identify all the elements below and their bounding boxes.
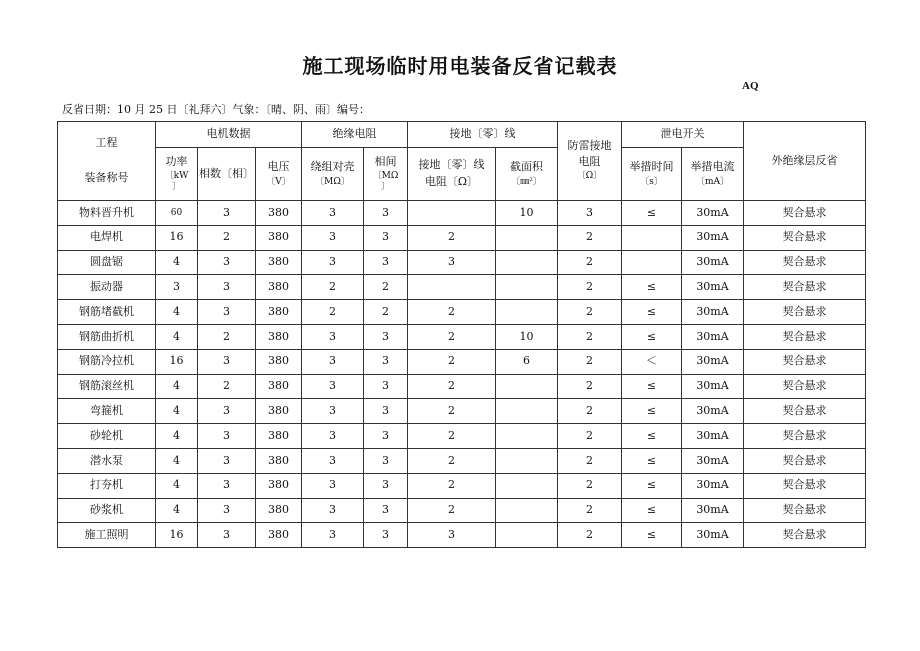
cell-name: 潜水泵 bbox=[58, 448, 156, 473]
header-motor-data: 电机数据 bbox=[156, 122, 302, 148]
cell-voltage: 380 bbox=[256, 374, 302, 399]
cell-time bbox=[622, 250, 682, 275]
cell-lightning: 2 bbox=[558, 424, 622, 449]
cell-name: 钢筋冷拉机 bbox=[58, 349, 156, 374]
header-cross-section: 截面积 〔㎜²〕 bbox=[496, 148, 558, 201]
cell-shell: 3 bbox=[302, 523, 364, 548]
header-power: 功率 〔kW 〕 bbox=[156, 148, 198, 201]
table-row bbox=[58, 399, 866, 424]
table-row bbox=[58, 275, 866, 300]
cell-outer: 契合悬求 bbox=[744, 498, 866, 523]
cell-power: 4 bbox=[156, 250, 198, 275]
cell-between: 3 bbox=[364, 448, 408, 473]
cell-current: 30mA bbox=[682, 201, 744, 226]
cell-section bbox=[496, 523, 558, 548]
cell-current: 30mA bbox=[682, 275, 744, 300]
cell-voltage: 380 bbox=[256, 523, 302, 548]
cell-lightning: 2 bbox=[558, 374, 622, 399]
cell-current: 30mA bbox=[682, 523, 744, 548]
cell-gres: 2 bbox=[408, 300, 496, 325]
cell-gres bbox=[408, 275, 496, 300]
inspection-table bbox=[57, 121, 866, 548]
cell-outer: 契合悬求 bbox=[744, 300, 866, 325]
cell-shell: 2 bbox=[302, 300, 364, 325]
cell-voltage: 380 bbox=[256, 349, 302, 374]
cell-name: 圆盘锯 bbox=[58, 250, 156, 275]
cell-shell: 3 bbox=[302, 374, 364, 399]
cell-power: 3 bbox=[156, 275, 198, 300]
cell-name: 施工照明 bbox=[58, 523, 156, 548]
page-title: 施工现场临时用电装备反省记载表 bbox=[302, 54, 618, 78]
cell-current: 30mA bbox=[682, 324, 744, 349]
cell-phase: 3 bbox=[198, 473, 256, 498]
cell-name: 钢筋堵截机 bbox=[58, 300, 156, 325]
cell-power: 16 bbox=[156, 523, 198, 548]
cell-current: 30mA bbox=[682, 448, 744, 473]
header-outer-insulation: 外绝缘层反省 bbox=[744, 122, 866, 201]
header-insulation: 绝缘电阻 bbox=[302, 122, 408, 148]
header-phase-to-phase: 相间 〔MΩ 〕 bbox=[364, 148, 408, 201]
table-row bbox=[58, 300, 866, 325]
cell-lightning: 2 bbox=[558, 349, 622, 374]
cell-shell: 3 bbox=[302, 473, 364, 498]
cell-phase: 2 bbox=[198, 374, 256, 399]
cell-power: 16 bbox=[156, 225, 198, 250]
cell-gres: 2 bbox=[408, 498, 496, 523]
cell-phase: 3 bbox=[198, 201, 256, 226]
cell-phase: 2 bbox=[198, 324, 256, 349]
cell-shell: 3 bbox=[302, 225, 364, 250]
cell-gres: 3 bbox=[408, 250, 496, 275]
cell-outer: 契合悬求 bbox=[744, 473, 866, 498]
cell-current: 30mA bbox=[682, 225, 744, 250]
header-equipment: 工程 装备称号 bbox=[58, 122, 156, 201]
cell-outer: 契合悬求 bbox=[744, 201, 866, 226]
cell-section bbox=[496, 448, 558, 473]
cell-current: 30mA bbox=[682, 349, 744, 374]
cell-gres: 2 bbox=[408, 324, 496, 349]
cell-current: 30mA bbox=[682, 374, 744, 399]
cell-name: 钢筋滚丝机 bbox=[58, 374, 156, 399]
cell-power: 4 bbox=[156, 448, 198, 473]
cell-section: 10 bbox=[496, 201, 558, 226]
cell-section bbox=[496, 300, 558, 325]
cell-between: 3 bbox=[364, 473, 408, 498]
cell-lightning: 2 bbox=[558, 473, 622, 498]
cell-shell: 3 bbox=[302, 250, 364, 275]
cell-lightning: 3 bbox=[558, 201, 622, 226]
cell-phase: 3 bbox=[198, 250, 256, 275]
cell-section bbox=[496, 424, 558, 449]
cell-name: 砂轮机 bbox=[58, 424, 156, 449]
cell-current: 30mA bbox=[682, 424, 744, 449]
cell-time: ≤ bbox=[622, 424, 682, 449]
cell-voltage: 380 bbox=[256, 201, 302, 226]
cell-time: ≤ bbox=[622, 374, 682, 399]
cell-between: 3 bbox=[364, 324, 408, 349]
cell-power: 4 bbox=[156, 300, 198, 325]
header-trip-time: 举措时间 〔s〕 bbox=[622, 148, 682, 201]
cell-section: 10 bbox=[496, 324, 558, 349]
header-voltage: 电压 〔V〕 bbox=[256, 148, 302, 201]
cell-gres: 2 bbox=[408, 424, 496, 449]
cell-section bbox=[496, 473, 558, 498]
cell-name: 电焊机 bbox=[58, 225, 156, 250]
cell-voltage: 380 bbox=[256, 225, 302, 250]
cell-time: ≤ bbox=[622, 399, 682, 424]
table-row bbox=[58, 498, 866, 523]
cell-phase: 3 bbox=[198, 399, 256, 424]
cell-phase: 3 bbox=[198, 448, 256, 473]
cell-shell: 3 bbox=[302, 201, 364, 226]
cell-voltage: 380 bbox=[256, 250, 302, 275]
cell-outer: 契合悬求 bbox=[744, 250, 866, 275]
cell-outer: 契合悬求 bbox=[744, 374, 866, 399]
cell-phase: 3 bbox=[198, 424, 256, 449]
cell-lightning: 2 bbox=[558, 225, 622, 250]
cell-shell: 3 bbox=[302, 349, 364, 374]
cell-phase: 3 bbox=[198, 300, 256, 325]
cell-between: 2 bbox=[364, 275, 408, 300]
cell-voltage: 380 bbox=[256, 473, 302, 498]
cell-lightning: 2 bbox=[558, 399, 622, 424]
table-row bbox=[58, 473, 866, 498]
cell-voltage: 380 bbox=[256, 424, 302, 449]
table-row bbox=[58, 448, 866, 473]
cell-power: 16 bbox=[156, 349, 198, 374]
cell-gres: 2 bbox=[408, 399, 496, 424]
cell-gres: 3 bbox=[408, 523, 496, 548]
cell-voltage: 380 bbox=[256, 300, 302, 325]
cell-section bbox=[496, 225, 558, 250]
cell-voltage: 380 bbox=[256, 324, 302, 349]
cell-lightning: 2 bbox=[558, 498, 622, 523]
cell-section bbox=[496, 275, 558, 300]
cell-outer: 契合悬求 bbox=[744, 349, 866, 374]
table-row bbox=[58, 324, 866, 349]
cell-current: 30mA bbox=[682, 250, 744, 275]
cell-section bbox=[496, 399, 558, 424]
cell-power: 4 bbox=[156, 473, 198, 498]
cell-time: ≤ bbox=[622, 498, 682, 523]
cell-power: 4 bbox=[156, 374, 198, 399]
cell-time: ≤ bbox=[622, 201, 682, 226]
cell-shell: 3 bbox=[302, 424, 364, 449]
cell-lightning: 2 bbox=[558, 250, 622, 275]
cell-between: 3 bbox=[364, 399, 408, 424]
cell-shell: 3 bbox=[302, 324, 364, 349]
cell-current: 30mA bbox=[682, 498, 744, 523]
cell-between: 3 bbox=[364, 498, 408, 523]
cell-outer: 契合悬求 bbox=[744, 448, 866, 473]
cell-shell: 2 bbox=[302, 275, 364, 300]
cell-name: 弯箍机 bbox=[58, 399, 156, 424]
header-lightning: 防雷接地 电阻 〔Ω〕 bbox=[558, 122, 622, 201]
header-grounding: 接地〔零〕线 bbox=[408, 122, 558, 148]
cell-power: 4 bbox=[156, 324, 198, 349]
cell-name: 砂浆机 bbox=[58, 498, 156, 523]
cell-gres: 2 bbox=[408, 374, 496, 399]
cell-lightning: 2 bbox=[558, 324, 622, 349]
cell-phase: 3 bbox=[198, 349, 256, 374]
cell-between: 3 bbox=[364, 225, 408, 250]
header-winding-to-shell: 绕组对壳 〔MΩ〕 bbox=[302, 148, 364, 201]
cell-voltage: 380 bbox=[256, 498, 302, 523]
form-code: AQ bbox=[742, 80, 759, 92]
cell-current: 30mA bbox=[682, 473, 744, 498]
header-phase: 相数〔相〕 bbox=[198, 148, 256, 201]
cell-power: 4 bbox=[156, 424, 198, 449]
table-row bbox=[58, 424, 866, 449]
cell-time: ＜ bbox=[622, 349, 682, 374]
table-row bbox=[58, 201, 866, 226]
cell-section: 6 bbox=[496, 349, 558, 374]
cell-gres: 2 bbox=[408, 225, 496, 250]
cell-power: 4 bbox=[156, 498, 198, 523]
cell-time: ≤ bbox=[622, 448, 682, 473]
inspection-meta-line: 反省日期：10 月 25 日〔礼拜六〕气象：〔晴、阴、雨〕编号： bbox=[62, 103, 370, 116]
header-leakage-switch: 泄电开关 bbox=[622, 122, 744, 148]
cell-section bbox=[496, 498, 558, 523]
cell-outer: 契合悬求 bbox=[744, 399, 866, 424]
cell-lightning: 2 bbox=[558, 448, 622, 473]
cell-phase: 3 bbox=[198, 275, 256, 300]
cell-time: ≤ bbox=[622, 473, 682, 498]
cell-lightning: 2 bbox=[558, 275, 622, 300]
cell-between: 3 bbox=[364, 349, 408, 374]
cell-gres: 2 bbox=[408, 349, 496, 374]
cell-gres: 2 bbox=[408, 448, 496, 473]
cell-outer: 契合悬求 bbox=[744, 523, 866, 548]
cell-voltage: 380 bbox=[256, 448, 302, 473]
cell-section bbox=[496, 374, 558, 399]
cell-current: 30mA bbox=[682, 399, 744, 424]
cell-time: ≤ bbox=[622, 275, 682, 300]
cell-between: 2 bbox=[364, 300, 408, 325]
cell-time: ≤ bbox=[622, 523, 682, 548]
table-body bbox=[58, 201, 866, 548]
table-row bbox=[58, 374, 866, 399]
cell-gres bbox=[408, 201, 496, 226]
cell-shell: 3 bbox=[302, 498, 364, 523]
cell-outer: 契合悬求 bbox=[744, 324, 866, 349]
cell-power: 60 bbox=[156, 201, 198, 226]
cell-outer: 契合悬求 bbox=[744, 275, 866, 300]
table-row bbox=[58, 349, 866, 374]
cell-phase: 2 bbox=[198, 225, 256, 250]
table-row bbox=[58, 523, 866, 548]
cell-between: 3 bbox=[364, 523, 408, 548]
cell-phase: 3 bbox=[198, 498, 256, 523]
cell-name: 振动器 bbox=[58, 275, 156, 300]
cell-name: 物料晋升机 bbox=[58, 201, 156, 226]
table-row bbox=[58, 225, 866, 250]
header-ground-resistance: 接地〔零〕线 电阻〔Ω〕 bbox=[408, 148, 496, 201]
cell-outer: 契合悬求 bbox=[744, 424, 866, 449]
cell-time bbox=[622, 225, 682, 250]
cell-between: 3 bbox=[364, 424, 408, 449]
table-row bbox=[58, 250, 866, 275]
cell-time: ≤ bbox=[622, 324, 682, 349]
cell-current: 30mA bbox=[682, 300, 744, 325]
cell-shell: 3 bbox=[302, 448, 364, 473]
cell-voltage: 380 bbox=[256, 275, 302, 300]
cell-lightning: 2 bbox=[558, 300, 622, 325]
cell-voltage: 380 bbox=[256, 399, 302, 424]
header-trip-current: 举措电流 〔mA〕 bbox=[682, 148, 744, 201]
cell-gres: 2 bbox=[408, 473, 496, 498]
cell-lightning: 2 bbox=[558, 523, 622, 548]
cell-between: 3 bbox=[364, 201, 408, 226]
cell-name: 钢筋曲折机 bbox=[58, 324, 156, 349]
cell-time: ≤ bbox=[622, 300, 682, 325]
cell-power: 4 bbox=[156, 399, 198, 424]
cell-section bbox=[496, 250, 558, 275]
cell-name: 打夯机 bbox=[58, 473, 156, 498]
cell-shell: 3 bbox=[302, 399, 364, 424]
cell-phase: 3 bbox=[198, 523, 256, 548]
cell-between: 3 bbox=[364, 374, 408, 399]
cell-outer: 契合悬求 bbox=[744, 225, 866, 250]
cell-between: 3 bbox=[364, 250, 408, 275]
